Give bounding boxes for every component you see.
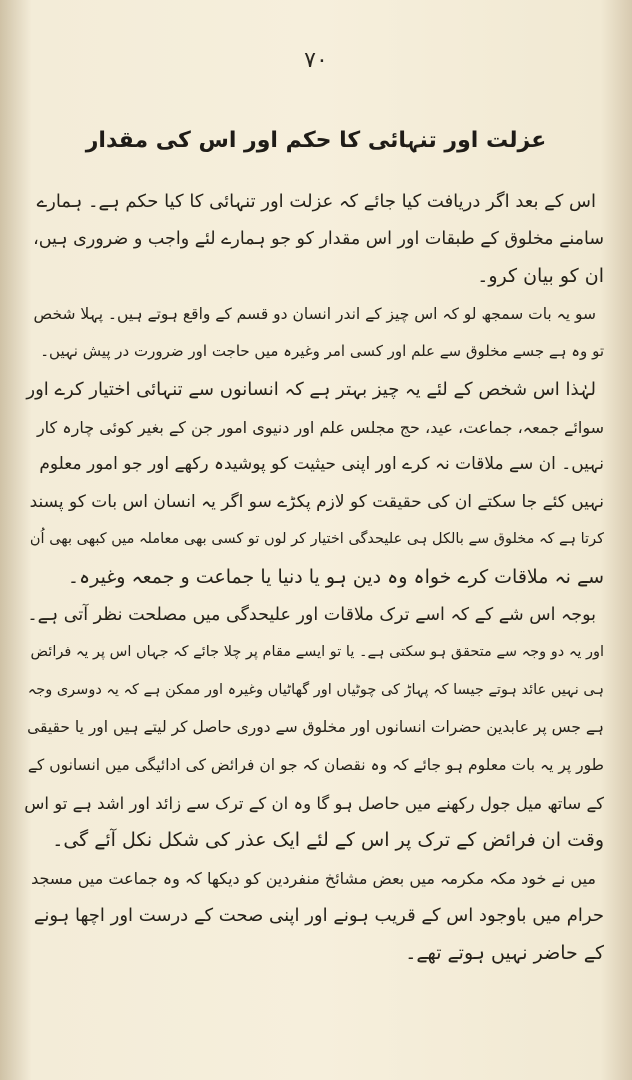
text-line: سے نہ ملاقات کرے خواہ وہ دین ہو یا دنیا یا جماعت و جمعہ وغیرہ۔ bbox=[67, 565, 604, 588]
page-number: ۷۰ bbox=[304, 48, 328, 73]
text-line: بوجہ اس شے کے کہ اسے ترک ملاقات اور علیحدگی میں مصلحت نظر آتی ہے۔ bbox=[27, 604, 596, 625]
text-line: لہٰذا اس شخص کے لئے یہ چیز بہتر ہے کہ انسانوں سے تنہائی اختیار کرے اور bbox=[26, 378, 596, 400]
text-line: کے حاضر نہیں ہوتے تھے۔ bbox=[405, 941, 604, 964]
text-line: اس کے بعد اگر دریافت کیا جائے کہ عزلت اور تنہائی کا کیا حکم ہے۔ ہمارے bbox=[36, 191, 596, 212]
text-line: کرتا ہے کہ مخلوق سے بالکل ہی علیحدگی اختیار کر لوں تو کسی بھی معاملہ میں کبھی بھی اُن bbox=[29, 531, 604, 548]
text-line: ان کو بیان کرو۔ bbox=[477, 265, 604, 288]
text-line: نہیں۔ ان سے ملاقات نہ کرے اور اپنی حیثیت کو پوشیدہ رکھے اور جو امور معلوم bbox=[39, 454, 604, 475]
text-line: ہے جس پر عابدین حضرات انسانوں اور مخلوق سے دوری حاصل کر لیتے ہیں اور یا حقیقی bbox=[27, 718, 604, 737]
text-line: سامنے مخلوق کے طبقات اور اس مقدار کو جو ہمارے لئے واجب و ضروری ہیں، bbox=[33, 228, 604, 249]
text-line: حرام میں باوجود اس کے قریب ہونے اور اپنی صحت کے درست اور اچھا ہونے bbox=[33, 905, 604, 927]
text-line: کے ساتھ میل جول رکھنے میں حاصل ہو گا وہ ان کے ترک سے زائد اور اشد ہے تو اس bbox=[24, 793, 604, 813]
text-line: اور یہ دو وجہ سے متحقق ہو سکتی ہے۔ یا تو ایسے مقام پر چلا جائے کہ جہاں اس پر یہ فرائض bbox=[30, 644, 604, 661]
text-line: سو یہ بات سمجھ لو کہ اس چیز کے اندر انسان دو قسم کے واقع ہوتے ہیں۔ پہلا شخص bbox=[33, 304, 596, 323]
text-line: طور پر یہ بات معلوم ہو جائے کہ وہ نقصان کہ جو ان فرائض کی ادائیگی میں انسانوں کے bbox=[27, 755, 604, 774]
chapter-title: عزلت اور تنہائی کا حکم اور اس کی مقدار bbox=[85, 128, 547, 153]
text-line: نہیں کئے جا سکتے ان کی حقیقت کو لازم پکڑے سو اگر یہ انسان اس بات کو پسند bbox=[29, 491, 604, 512]
text-line: ہی نہیں عائد ہوتے جیسا کہ پہاڑ کی چوٹیاں اور گھاٹیاں وغیرہ اور ممکن ہے کہ یہ دوسری وجہ bbox=[27, 681, 604, 698]
text-line: تو وہ ہے جسے مخلوق سے علم اور کسی امر وغیرہ میں حاجت اور ضرورت در پیش نہیں۔ bbox=[40, 342, 604, 361]
text-line: سوائے جمعہ، جماعت، عید، حج مجلس علم اور دنیوی امور جن کے بغیر کوئی چارہ کار bbox=[36, 417, 604, 437]
body-text bbox=[24, 183, 604, 972]
text-line: وقت ان فرائض کے ترک پر اس کے لئے ایک عذر کی شکل نکل آئے گی۔ bbox=[52, 829, 604, 852]
text-line: میں نے خود مکہ مکرمہ میں بعض مشائخ منفردین کو دیکھا کہ وہ جماعت میں مسجد bbox=[31, 868, 596, 888]
